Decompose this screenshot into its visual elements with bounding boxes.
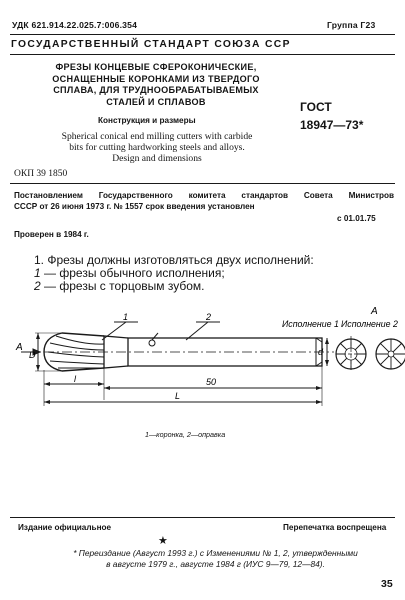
item-text: — фрезы обычного исполнения; <box>44 266 225 280</box>
view-label: А <box>371 306 378 317</box>
dimension-l-label: l <box>74 374 76 384</box>
decree-line-2: СССР от 26 июня 1973 г. № 1557 срок введения установлен <box>14 202 255 211</box>
title-line: ФРЕЗЫ КОНЦЕВЫЕ СФЕРОКОНИЧЕСКИЕ, <box>55 62 257 72</box>
arrow-label: А <box>16 342 23 353</box>
page-number: 35 <box>381 578 393 590</box>
title-subtitle: Конструкция и размеры <box>98 116 196 125</box>
checked-note: Проверен в 1984 г. <box>14 230 89 239</box>
item-text: — фрезы с торцовым зубом. <box>44 279 205 293</box>
reissue-note <box>58 548 373 570</box>
title-line: СПЛАВА, ДЛЯ ТРУДНООБРАБАТЫВАЕМЫХ <box>53 85 259 96</box>
crown-tooth <box>50 361 104 364</box>
callout-2-leader <box>186 322 208 340</box>
section-1-intro: 1. Фрезы должны изготовляться двух исполнений: <box>34 253 314 267</box>
footer-rule <box>10 517 395 518</box>
effective-date: с 01.01.75 <box>337 214 376 223</box>
star-icon: ★ <box>158 535 168 547</box>
item-number: 2 <box>34 279 41 293</box>
group-code: Группа Г23 <box>327 20 376 30</box>
item-number: 1 <box>34 266 41 280</box>
execution-2-label: Исполнение 2 <box>341 319 398 329</box>
reissue-note-line: в августе 1979 г., августе 1984 г (ИУС 9—79, 12—84). <box>106 559 325 569</box>
banner-rule <box>10 54 395 55</box>
dimension-50-label: 50 <box>206 377 217 387</box>
crown-tooth <box>56 336 104 344</box>
execution-1-label: Исполнение 1 <box>282 319 339 329</box>
section-mark <box>149 340 155 346</box>
decree-line-1: Постановлением Государственного комитета стандартов Совета Министров <box>14 191 394 200</box>
figure-caption: 1—коронка, 2—оправка <box>145 430 226 439</box>
dimension-L-label: L <box>175 391 181 401</box>
title-line: СТАЛЕЙ И СПЛАВОВ <box>106 96 206 107</box>
dimension-d-label: d <box>318 347 324 357</box>
execution-item-2 <box>34 280 204 293</box>
document-title <box>26 62 286 108</box>
official-edition: Издание официальное <box>18 523 112 532</box>
okp-code: ОКП 39 1850 <box>14 169 68 179</box>
reissue-note-line: * Переиздание (Август 1993 г.) с Изменениями № 1, 2, утвержденными <box>73 548 358 558</box>
title-line: ОСНАЩЕННЫЕ КОРОНКАМИ ИЗ ТВЕРДОГО <box>52 73 260 84</box>
dimension-D-label: D <box>29 350 36 360</box>
crown-tooth <box>48 352 104 357</box>
title-rule <box>10 183 395 184</box>
reprint-notice: Перепечатка воспрещена <box>283 523 387 532</box>
execution-2-view <box>376 339 405 369</box>
banner-title: ГОСУДАРСТВЕННЫЙ СТАНДАРТ СОЮЗА ССР <box>11 39 291 50</box>
gost-label: ГОСТ <box>300 100 332 114</box>
english-title <box>36 131 278 164</box>
callout-1-label: 1 <box>123 312 129 322</box>
english-title-line: bits for cutting hardworking steels and alloys. <box>69 142 245 153</box>
top-rule <box>10 34 395 35</box>
english-title-line: Design and dimensions <box>112 153 202 164</box>
section-mark <box>152 333 158 340</box>
callout-2-label: 2 <box>206 312 212 322</box>
udk-code: УДК 621.914.22.025.7:006.354 <box>12 20 138 30</box>
english-title-line: Spherical conical end milling cutters with carbide <box>61 131 253 142</box>
gost-number: 18947—73* <box>300 118 364 132</box>
cutter-drawing <box>0 300 405 445</box>
